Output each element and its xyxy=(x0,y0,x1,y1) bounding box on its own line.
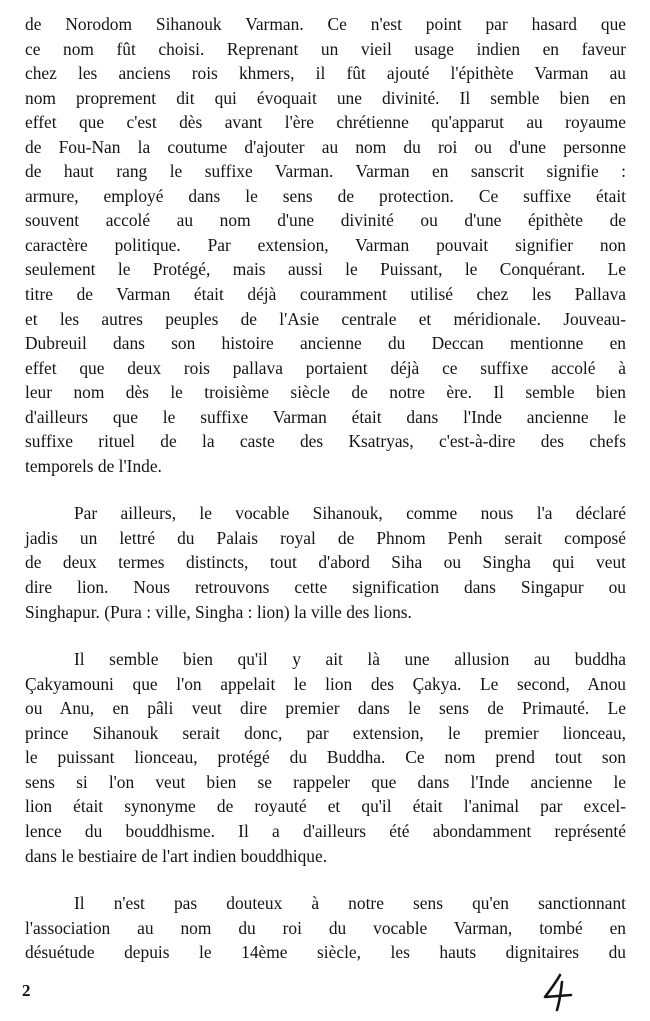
text-line: de Fou-Nan la coutume d'ajouter au nom du roi ou d'une personne xyxy=(25,136,626,157)
paragraph-text xyxy=(25,501,626,624)
text-line: ce nom fût choisi. Reprenant un vieil usage indien en faveur xyxy=(25,38,626,59)
text-line: Çakyamouni que l'on appelait le lion des Çakya. Le second, Anou xyxy=(25,673,626,694)
text-line: l'association au nom du roi du vocable Varman, tombé en xyxy=(25,917,626,938)
text-line: Par ailleurs, le vocable Sihanouk, comme nous l'a déclaré xyxy=(74,503,626,524)
paragraph-varman-association xyxy=(25,891,626,965)
text-line: Singhapur. (Pura : ville, Singha : lion) la ville des lions. xyxy=(25,601,412,622)
text-line: prince Sihanouk serait donc, par extension, le premier lionceau, xyxy=(25,722,626,743)
text-line: d'ailleurs que le suffixe Varman était dans l'Inde ancienne le xyxy=(25,406,626,427)
text-line: désuétude depuis le 14ème siècle, les hauts dignitaires du xyxy=(25,942,626,963)
text-line: temporels de l'Inde. xyxy=(25,455,162,476)
page-number: 2 xyxy=(22,981,31,1000)
text-line: effet que deux rois pallava portaient déjà ce suffixe accolé à xyxy=(25,357,626,378)
text-line: de Norodom Sihanouk Varman. Ce n'est point par hasard que xyxy=(25,14,626,34)
text-line: sens si l'on veut bien se rappeler que dans l'Inde ancienne le xyxy=(25,771,626,792)
paragraph-varman xyxy=(25,12,626,478)
text-line: Dubreuil dans son histoire ancienne du Deccan mentionne en xyxy=(25,333,626,354)
text-line: lion était synonyme de royauté et qu'il était l'animal par excel- xyxy=(25,796,626,817)
text-line: dire lion. Nous retrouvons cette signification dans Singapur ou xyxy=(25,577,626,598)
text-line: de haut rang le suffixe Varman. Varman en sanscrit signifie : xyxy=(25,161,626,182)
text-line: jadis un lettré du Palais royal de Phnom Penh serait composé xyxy=(25,527,626,548)
text-line: lence du bouddhisme. Il a d'ailleurs été abondamment représenté xyxy=(25,820,626,841)
text-line: souvent accolé au nom d'une divinité ou d'une épithète de xyxy=(25,210,626,231)
text-line: et les autres peuples de l'Asie centrale et méridionale. Jouveau- xyxy=(25,308,626,329)
paragraph-text xyxy=(25,891,626,965)
text-line: titre de Varman était déjà couramment utilisé chez les Pallava xyxy=(25,284,626,305)
text-line: ou Anu, en pâli veut dire premier dans le sens de Primauté. Le xyxy=(25,698,626,719)
text-line: leur nom dès le troisième siècle de notre ère. Il semble bien xyxy=(25,382,626,403)
paragraph-buddha-allusion xyxy=(25,647,626,868)
paragraph-sihanouk-etymology xyxy=(25,501,626,624)
paragraph-text xyxy=(25,647,626,868)
document-page xyxy=(25,12,626,965)
text-line: seulement le Protégé, mais aussi le Puissant, le Conquérant. Le xyxy=(25,259,626,280)
text-line: armure, employé dans le sens de protection. Ce suffixe était xyxy=(25,185,626,206)
text-line: de deux termes distincts, tout d'abord Siha ou Singha qui veut xyxy=(25,552,626,573)
paragraph-text xyxy=(25,12,626,478)
text-line: chez les anciens rois khmers, il fût ajouté l'épithète Varman au xyxy=(25,63,626,84)
handwritten-mark-icon xyxy=(540,972,576,1012)
text-line: suffixe rituel de la caste des Ksatryas, c'est-à-dire des chefs xyxy=(25,431,626,452)
text-line: le puissant lionceau, protégé du Buddha. Ce nom prend tout son xyxy=(25,747,626,768)
text-line: caractère politique. Par extension, Varman pouvait signifier non xyxy=(25,234,626,255)
text-line: Il n'est pas douteux à notre sens qu'en sanctionnant xyxy=(74,893,626,914)
text-line: Il semble bien qu'il y ait là une allusion au buddha xyxy=(74,649,626,670)
text-line: nom proprement dit qui évoquait une divinité. Il semble bien en xyxy=(25,87,626,108)
text-line: effet que c'est dès avant l'ère chrétienne qu'apparut au royaume xyxy=(25,112,626,133)
text-line: dans le bestiaire de l'art indien bouddhique. xyxy=(25,845,328,866)
